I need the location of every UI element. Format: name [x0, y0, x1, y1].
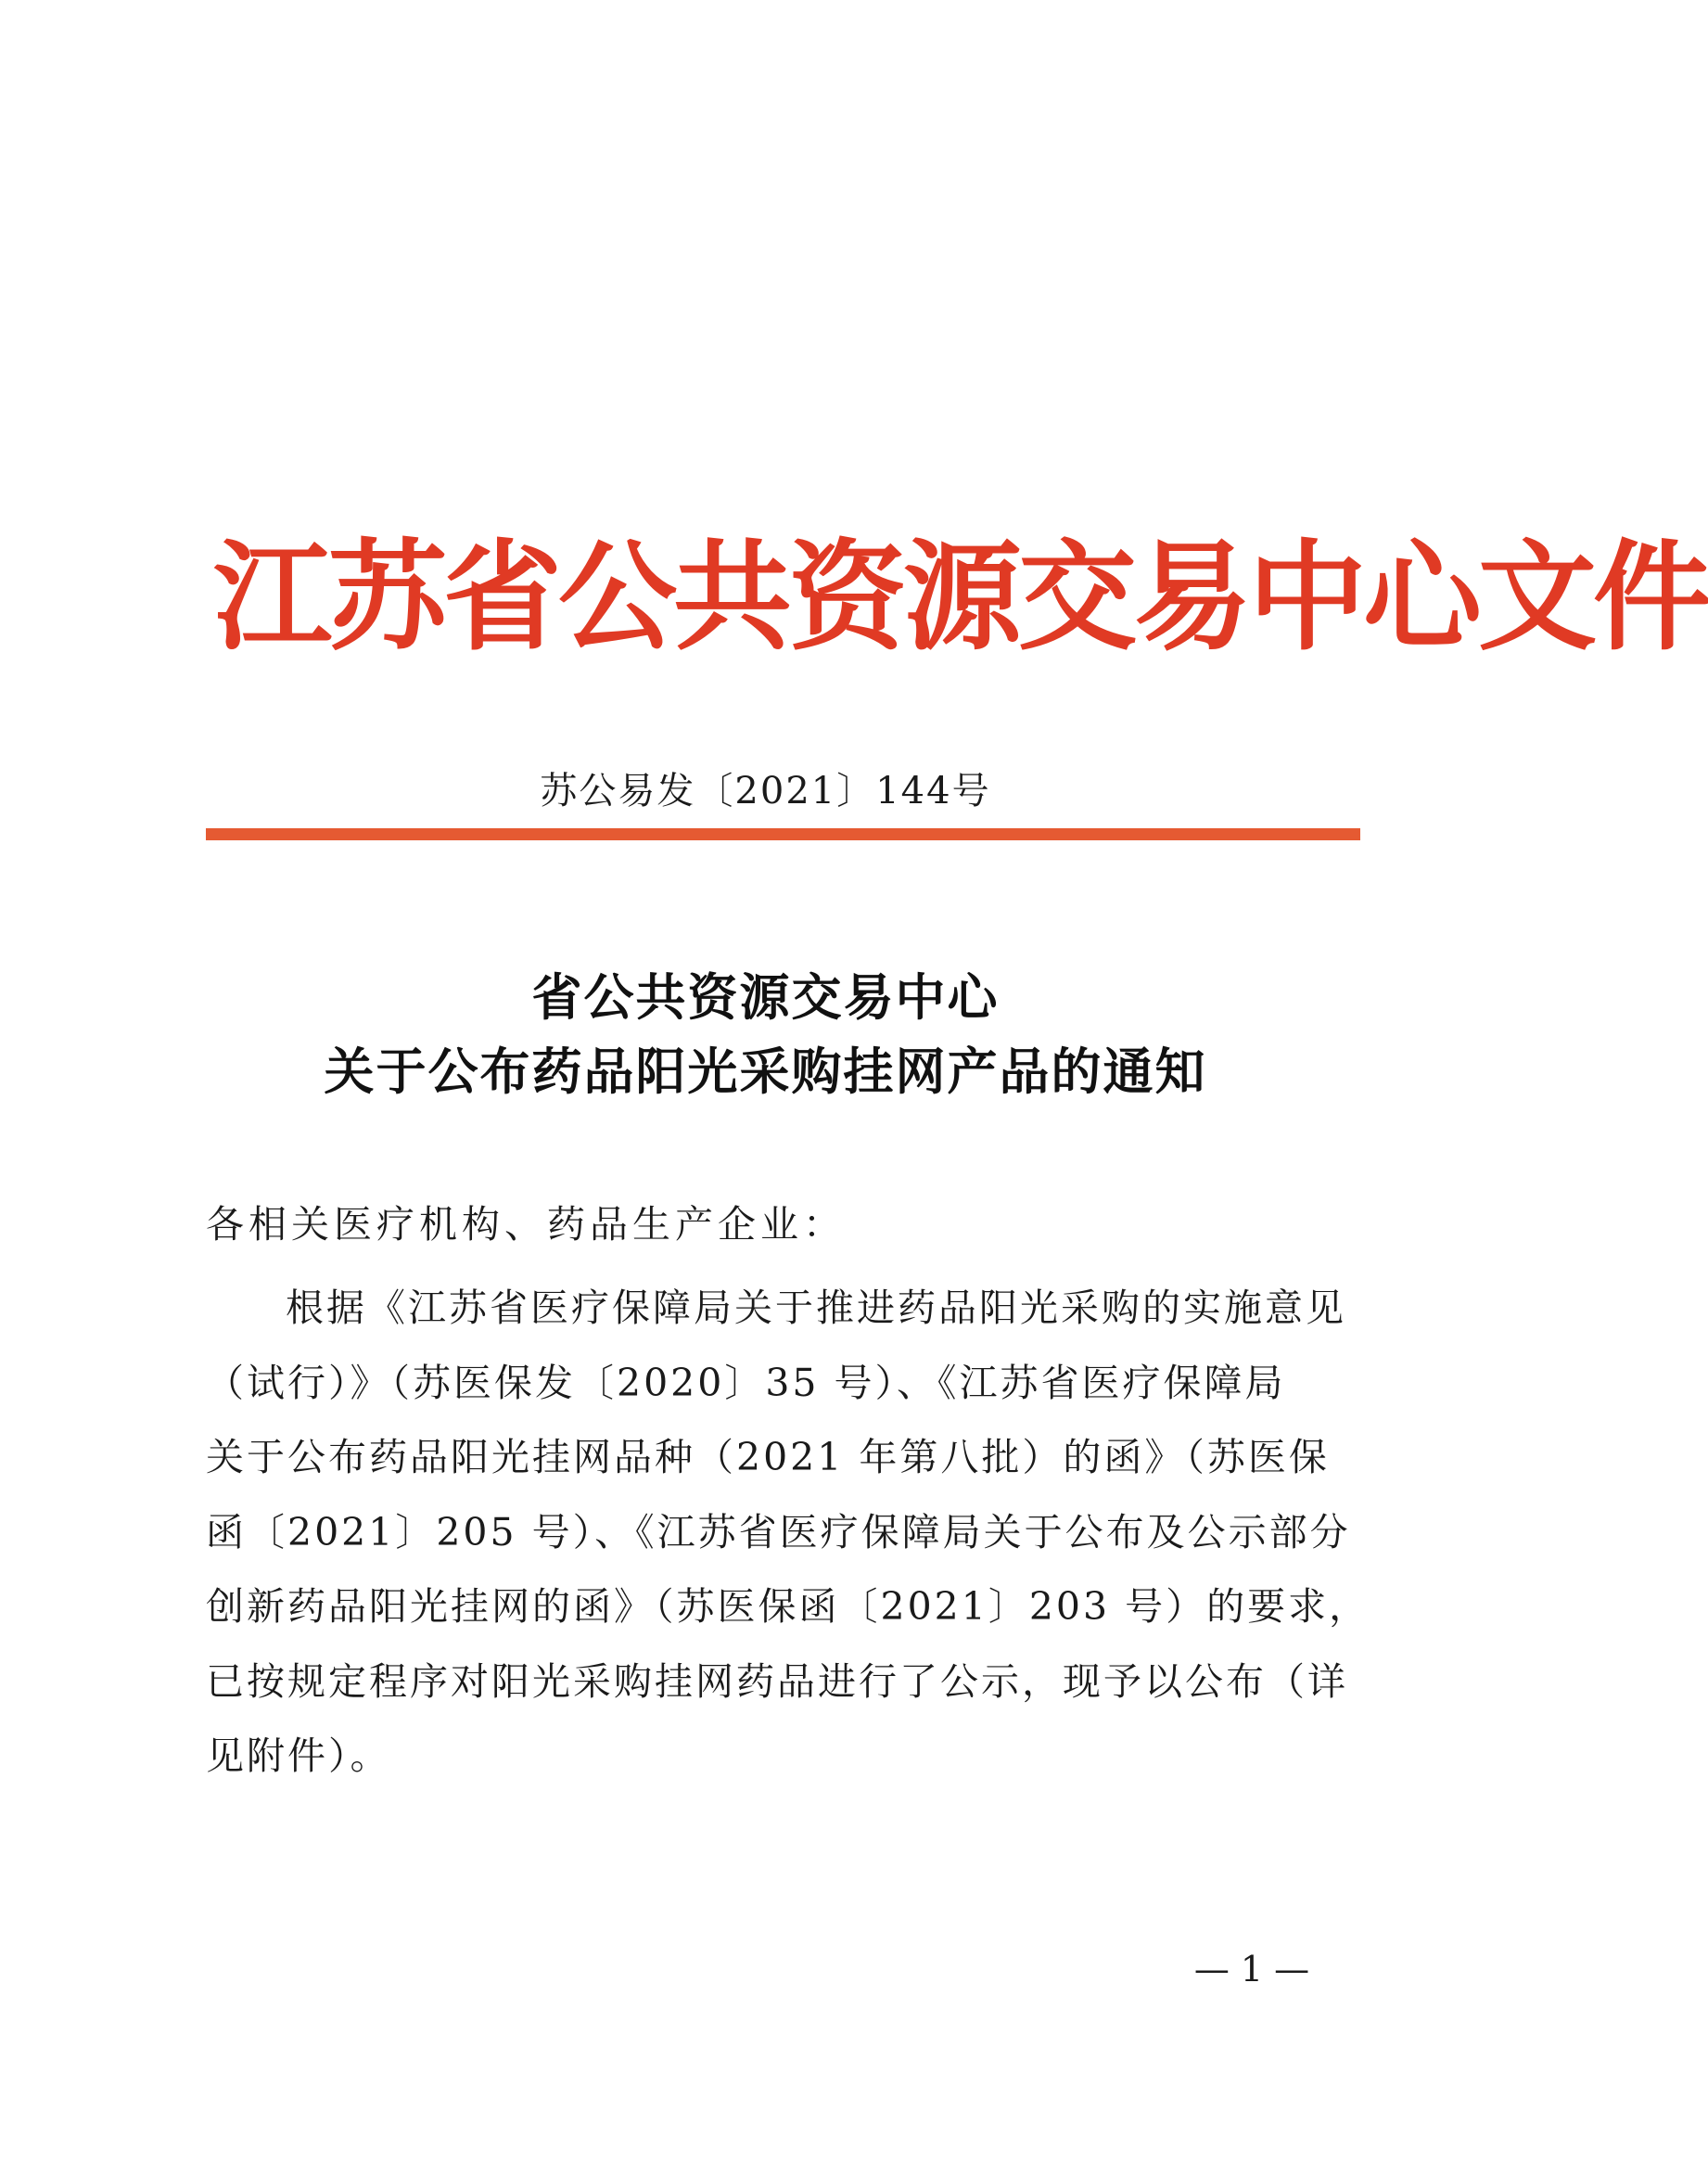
document-number: 苏公易发〔2021〕144号 [540, 770, 991, 812]
page-number: — 1 — [1193, 1949, 1310, 1989]
red-separator-rule [206, 828, 1360, 840]
body-line: 见附件）。 [206, 1733, 391, 1778]
notice-title-line-1: 省公共资源交易中心 [531, 967, 1000, 1027]
body-line: 创新药品阳光挂网的函》（苏医保函〔2021〕203 号）的要求， [206, 1584, 1370, 1629]
body-line: 已按规定程序对阳光采购挂网药品进行了公示，现予以公布（详 [206, 1658, 1348, 1704]
body-line: 根据《江苏省医疗保障局关于推进药品阳光采购的实施意见 [286, 1286, 1346, 1330]
salutation: 各相关医疗机构、药品生产企业： [206, 1202, 846, 1247]
body-line: 函〔2021〕205 号）、《江苏省医疗保障局关于公布及公示部分 [206, 1509, 1351, 1554]
notice-title-line-2: 关于公布药品阳光采购挂网产品的通知 [324, 1042, 1207, 1101]
body-paragraph [206, 1271, 1370, 1794]
body-line: 关于公布药品阳光挂网品种（2021 年第八批）的函》（苏医保 [206, 1435, 1330, 1479]
body-line: （试行）》（苏医保发〔2020〕35 号）、《江苏省医疗保障局 [206, 1360, 1286, 1405]
masthead-title: 江苏省公共资源交易中心文件 [213, 529, 1708, 667]
